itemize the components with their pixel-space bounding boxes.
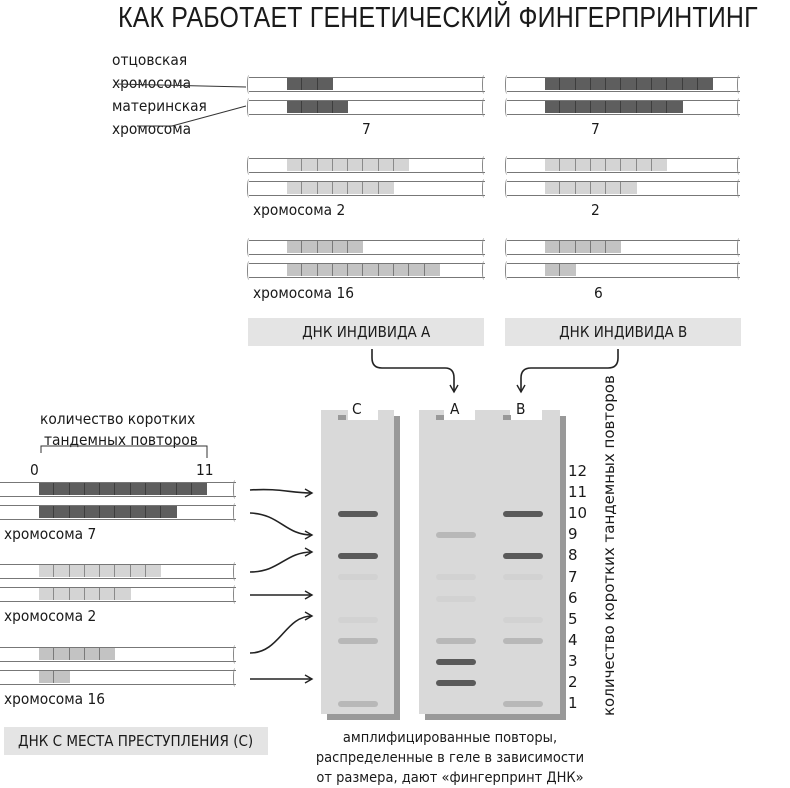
arrow-chr2-band8 (250, 552, 312, 572)
maternal-pointer-line (137, 106, 246, 126)
lane-label-a: A (450, 400, 460, 418)
chr16-label-b: 6 (594, 284, 603, 302)
scale-tick-7: 7 (568, 567, 578, 586)
crime-scene-banner-text: ДНК С МЕСТА ПРЕСТУПЛЕНИЯ (С) (18, 732, 254, 750)
caption-line1: амплифицированные повторы, (342, 730, 558, 746)
maternal-label-line1: материнская (112, 97, 207, 115)
chr16-label-a: хромосома 16 (253, 284, 355, 302)
arrow-chr16-band5 (250, 616, 312, 653)
scale-start-label: 0 (30, 461, 39, 479)
scale-tick-11: 11 (568, 483, 588, 502)
arrow-individual-b (521, 349, 618, 392)
page-title: КАК РАБОТАЕТ ГЕНЕТИЧЕСКИЙ ФИНГЕРПРИНТИНГ (118, 2, 758, 34)
scale-tick-6: 6 (568, 588, 578, 607)
chr2-label-b: 2 (591, 201, 600, 219)
chr7-label-b: 7 (591, 120, 600, 138)
crime-chr2-label: хромосома 2 (4, 607, 97, 625)
scale-tick-8: 8 (568, 546, 578, 565)
scale-tick-4: 4 (568, 630, 578, 649)
scale-tick-3: 3 (568, 651, 578, 670)
maternal-label-line2: хромосома (112, 120, 192, 138)
lane-label-c: C (352, 400, 362, 418)
individual-b-banner-text: ДНК ИНДИВИДА В (558, 323, 688, 341)
scale-tick-2: 2 (568, 673, 578, 691)
scale-tick-5: 5 (568, 609, 578, 628)
crime-chr16-label: хромосома 16 (4, 690, 106, 708)
paternal-label-line1: отцовская (112, 51, 188, 69)
gel-axis-label: количество коротких тандемных повторов (600, 375, 618, 716)
scale-tick-12: 12 (568, 462, 588, 480)
scale-tick-1: 1 (568, 694, 578, 713)
paternal-pointer-line (118, 84, 246, 87)
scale-bracket (41, 446, 207, 458)
caption-line3: от размера, дают «фингерпринт ДНК» (316, 770, 584, 786)
chr2-label-a: хромосома 2 (253, 201, 346, 219)
scale-tick-9: 9 (568, 525, 578, 544)
caption-line2: распределенные в геле в зависимости (315, 750, 585, 766)
chr7-label-a: 7 (362, 120, 371, 138)
str-count-label-line1: количество коротких (40, 410, 196, 428)
str-count-label-line2: тандемных повторов (44, 431, 198, 449)
crime-chr7-label: хромосома 7 (4, 525, 97, 543)
scale-tick-10: 10 (568, 504, 588, 523)
individual-a-banner-text: ДНК ИНДИВИДА А (301, 323, 431, 341)
arrow-individual-a (372, 349, 454, 392)
arrow-chr7-band11 (250, 490, 312, 493)
arrow-chr7-band9 (250, 513, 312, 535)
scale-end-label: 11 (196, 461, 214, 479)
paternal-label-line2: хромосома (112, 74, 192, 92)
lane-label-b: B (516, 400, 526, 418)
